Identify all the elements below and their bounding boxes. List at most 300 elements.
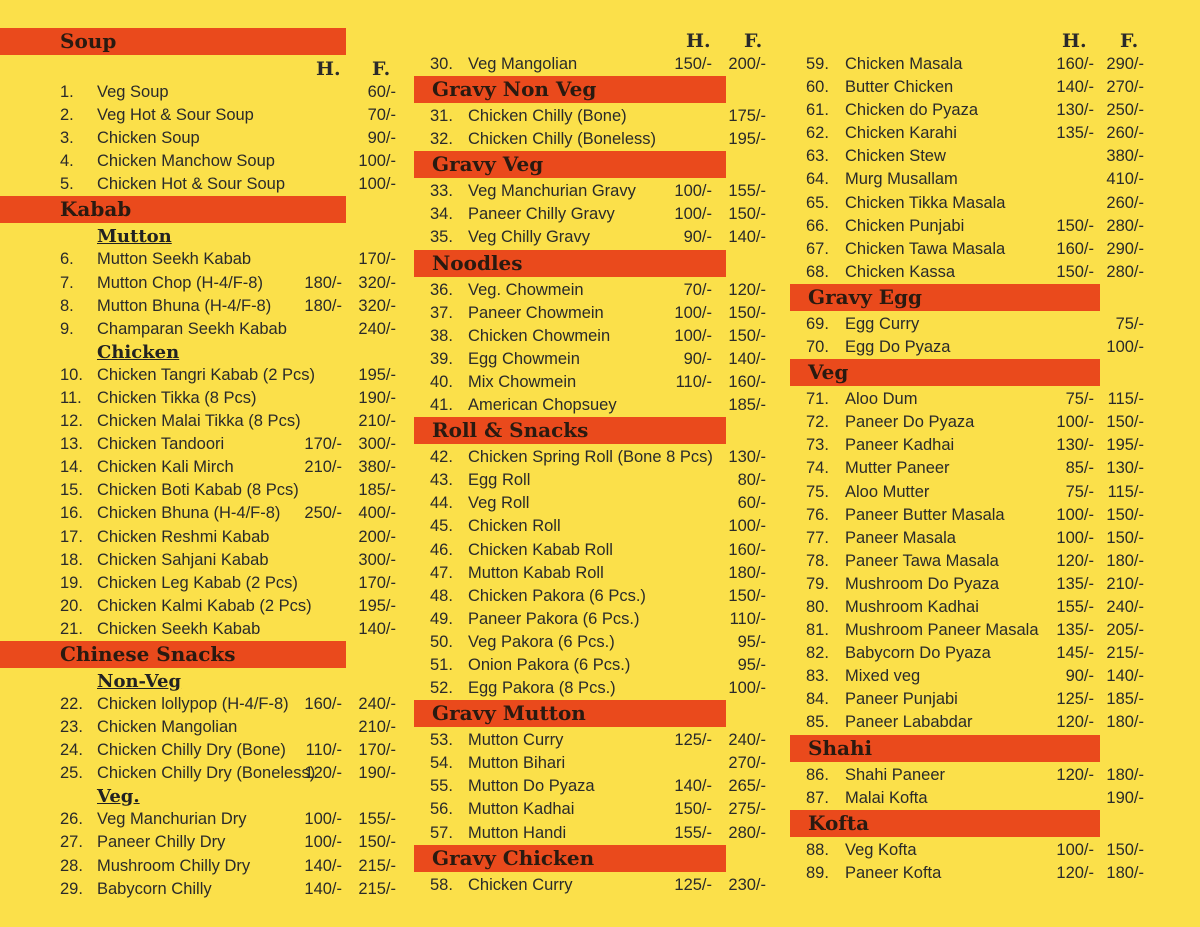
item-number: 46.	[430, 540, 453, 559]
half-price: 120/-	[1056, 863, 1094, 882]
menu-item-row	[790, 596, 1150, 619]
item-number: 27.	[60, 833, 83, 852]
item-name: Veg Hot & Sour Soup	[97, 106, 254, 125]
item-number: 86.	[806, 765, 829, 784]
item-name: Paneer Chilly Dry	[97, 833, 226, 852]
menu-item-row	[0, 572, 400, 595]
item-name: Egg Roll	[468, 471, 531, 490]
item-name: Chicken Roll	[468, 517, 561, 536]
menu-item-row	[414, 203, 774, 226]
menu-item-row	[790, 688, 1150, 711]
full-price: 380/-	[358, 458, 396, 477]
half-price: 100/-	[304, 833, 342, 852]
item-name: Chicken Sahjani Kabab	[97, 550, 269, 569]
menu-section	[414, 700, 774, 844]
item-name: Chicken Mangolian	[97, 718, 238, 737]
item-number: 75.	[806, 482, 829, 501]
menu-item-row	[790, 434, 1150, 457]
section-header: Kabab	[0, 196, 346, 223]
full-price: 180/-	[1106, 713, 1144, 732]
full-price: 95/-	[737, 632, 766, 651]
item-name: Aloo Mutter	[845, 482, 930, 501]
half-price: 90/-	[1065, 667, 1094, 686]
half-price: 90/-	[683, 349, 712, 368]
menu-item-row	[0, 433, 400, 456]
full-price: 185/-	[358, 481, 396, 500]
item-name: Veg Mangolian	[468, 55, 578, 73]
menu-item-row	[414, 302, 774, 325]
menu-item-row	[790, 145, 1150, 168]
menu-item-row	[0, 272, 400, 295]
menu-item-row	[790, 764, 1150, 787]
item-name: Butter Chicken	[845, 78, 954, 97]
full-price: 290/-	[1106, 239, 1144, 258]
item-number: 76.	[806, 505, 829, 524]
subsection-heading: Chicken	[97, 341, 180, 363]
menu-item-row	[414, 128, 774, 151]
menu-item-row	[0, 456, 400, 479]
item-name: Chicken Reshmi Kabab	[97, 527, 270, 546]
menu-item-row	[0, 295, 400, 318]
half-price: 210/-	[304, 458, 342, 477]
item-name: Mixed veg	[845, 667, 921, 686]
item-name: Paneer Kadhai	[845, 436, 955, 455]
item-number: 32.	[430, 130, 453, 149]
full-price: 195/-	[1106, 436, 1144, 455]
full-price: 130/-	[728, 448, 766, 467]
item-name: Veg Chilly Gravy	[468, 228, 590, 247]
full-price: 170/-	[358, 741, 396, 760]
half-price: 170/-	[304, 435, 342, 454]
item-name: Chicken Karahi	[845, 124, 957, 143]
full-price: 140/-	[1106, 667, 1144, 686]
full-price: 140/-	[728, 349, 766, 368]
item-number: 78.	[806, 551, 829, 570]
item-number: 21.	[60, 619, 83, 638]
full-price: 60/-	[367, 83, 396, 101]
item-name: Mushroom Paneer Masala	[845, 621, 1039, 640]
menu-item-row	[790, 388, 1150, 411]
menu-section	[0, 28, 400, 196]
half-price: 110/-	[305, 741, 342, 760]
menu-item-row	[414, 631, 774, 654]
item-number: 11.	[60, 388, 82, 407]
half-price: 70/-	[683, 280, 712, 299]
menu-item-row	[0, 364, 400, 387]
full-price: 400/-	[358, 504, 396, 523]
half-price: 150/-	[1056, 262, 1094, 281]
full-price: 240/-	[358, 319, 396, 338]
menu-section	[414, 29, 774, 76]
item-name: Chicken Malai Tikka (8 Pcs)	[97, 412, 301, 431]
item-name: Chicken do Pyaza	[845, 101, 978, 120]
half-price: 160/-	[1056, 55, 1094, 73]
item-number: 83.	[806, 667, 829, 686]
item-name: Paneer Pakora (6 Pcs.)	[468, 609, 640, 628]
full-price: 120/-	[728, 280, 766, 299]
menu-item-row	[0, 81, 400, 104]
menu-section	[0, 341, 400, 641]
item-name: Mutton Handi	[468, 823, 567, 842]
menu-item-row	[790, 53, 1150, 76]
half-price: 155/-	[1056, 597, 1094, 616]
item-number: 8.	[60, 296, 74, 315]
section-header: Gravy Egg	[790, 284, 1100, 311]
item-number: 31.	[430, 107, 453, 126]
menu-item-row	[790, 215, 1150, 238]
menu-item-row	[414, 539, 774, 562]
item-number: 53.	[430, 731, 453, 750]
item-number: 6.	[60, 250, 74, 269]
full-price: 195/-	[358, 596, 396, 615]
item-number: 3.	[60, 129, 74, 148]
menu-section	[790, 29, 1150, 284]
item-number: 60.	[806, 78, 829, 97]
item-number: 18.	[60, 550, 83, 569]
item-name: Mutton Kabab Roll	[468, 563, 604, 582]
item-number: 58.	[430, 875, 453, 894]
menu-item-row	[790, 839, 1150, 862]
item-number: 67.	[806, 239, 829, 258]
item-number: 54.	[430, 754, 453, 773]
half-price-heading: H.	[686, 30, 711, 52]
item-name: Chicken Chilly (Bone)	[468, 107, 627, 126]
menu-column-1	[0, 28, 400, 901]
half-price: 125/-	[674, 731, 712, 750]
menu-item-row	[790, 665, 1150, 688]
item-number: 37.	[430, 303, 453, 322]
half-price: 110/-	[675, 372, 712, 391]
item-number: 9.	[60, 319, 74, 338]
full-price: 205/-	[1106, 621, 1144, 640]
subsection-heading: Veg.	[97, 786, 140, 808]
item-name: Chicken Punjabi	[845, 216, 965, 235]
item-number: 55.	[430, 777, 453, 796]
item-name: Chicken Tikka (8 Pcs)	[97, 388, 257, 407]
item-name: Egg Do Pyaza	[845, 338, 951, 357]
menu-item-row	[790, 122, 1150, 145]
item-name: Chicken Stew	[845, 147, 946, 166]
item-number: 69.	[806, 314, 829, 333]
item-name: Paneer Chowmein	[468, 303, 604, 322]
menu-section	[414, 417, 774, 700]
item-name: Paneer Tawa Masala	[845, 551, 999, 570]
full-price: 100/-	[728, 679, 766, 698]
full-price: 170/-	[358, 573, 396, 592]
half-price: 120/-	[304, 764, 342, 783]
menu-item-row	[0, 693, 400, 716]
item-number: 85.	[806, 713, 829, 732]
half-price: 130/-	[1056, 101, 1094, 120]
item-name: Babycorn Chilly	[97, 879, 212, 898]
item-name: Chicken Chilly Dry (Boneless)	[97, 764, 316, 783]
item-number: 61.	[806, 101, 829, 120]
full-price: 185/-	[728, 396, 766, 415]
half-price: 100/-	[1056, 528, 1094, 547]
item-number: 38.	[430, 326, 453, 345]
half-price: 125/-	[674, 875, 712, 894]
item-number: 71.	[806, 390, 829, 409]
item-name: Egg Chowmein	[468, 349, 580, 368]
item-number: 10.	[60, 365, 83, 384]
full-price: 200/-	[358, 527, 396, 546]
item-number: 40.	[430, 372, 453, 391]
item-number: 74.	[806, 459, 829, 478]
half-price: 135/-	[1056, 124, 1094, 143]
item-number: 56.	[430, 800, 453, 819]
item-number: 36.	[430, 280, 453, 299]
item-name: Chicken Curry	[468, 875, 573, 894]
subsection-heading: Non-Veg	[97, 670, 182, 692]
item-number: 72.	[806, 413, 829, 432]
menu-column-3	[790, 29, 1150, 885]
full-price: 380/-	[1106, 147, 1144, 166]
menu-item-row	[790, 619, 1150, 642]
section-header: Shahi	[790, 735, 1100, 762]
menu-item-row	[0, 479, 400, 502]
full-price: 160/-	[728, 372, 766, 391]
item-number: 16.	[60, 504, 83, 523]
menu-item-row	[0, 150, 400, 173]
item-name: Chicken Manchow Soup	[97, 152, 275, 171]
full-price: 215/-	[358, 856, 396, 875]
item-number: 25.	[60, 764, 83, 783]
full-price: 265/-	[728, 777, 766, 796]
item-name: Paneer Lababdar	[845, 713, 973, 732]
full-price: 140/-	[728, 228, 766, 247]
item-number: 14.	[60, 458, 83, 477]
menu-item-row	[414, 562, 774, 585]
section-header: Gravy Chicken	[414, 845, 726, 872]
item-number: 26.	[60, 810, 83, 829]
full-price: 180/-	[728, 563, 766, 582]
item-number: 51.	[430, 655, 453, 674]
item-name: Murg Musallam	[845, 170, 958, 189]
menu-item-row	[414, 469, 774, 492]
half-price: 100/-	[674, 303, 712, 322]
item-name: Paneer Punjabi	[845, 690, 958, 709]
item-number: 59.	[806, 55, 829, 73]
item-name: Shahi Paneer	[845, 765, 945, 784]
full-price: 180/-	[1106, 765, 1144, 784]
item-number: 5.	[60, 175, 74, 194]
half-price-heading: H.	[1062, 30, 1087, 52]
item-number: 64.	[806, 170, 829, 189]
menu-item-row	[790, 168, 1150, 191]
item-number: 43.	[430, 471, 453, 490]
full-price: 190/-	[1106, 788, 1144, 807]
item-name: Paneer Kofta	[845, 863, 942, 882]
full-price: 190/-	[358, 764, 396, 783]
menu-column-2	[414, 29, 774, 897]
item-number: 50.	[430, 632, 453, 651]
menu-item-row	[790, 711, 1150, 734]
half-price: 160/-	[1056, 239, 1094, 258]
half-price: 135/-	[1056, 621, 1094, 640]
full-price: 185/-	[1106, 690, 1144, 709]
menu-section	[0, 785, 400, 900]
menu-section	[414, 250, 774, 418]
full-price: 150/-	[1106, 505, 1144, 524]
section-header: Roll & Snacks	[414, 417, 726, 444]
full-price: 70/-	[367, 106, 396, 125]
item-number: 20.	[60, 596, 83, 615]
item-number: 77.	[806, 528, 829, 547]
full-price: 60/-	[737, 494, 766, 513]
full-price: 115/-	[1107, 390, 1144, 409]
half-price: 180/-	[304, 273, 342, 292]
item-name: Chicken Chowmein	[468, 326, 611, 345]
menu-item-row	[414, 371, 774, 394]
item-number: 49.	[430, 609, 453, 628]
menu-item-row	[0, 549, 400, 572]
menu-item-row	[790, 99, 1150, 122]
half-price: 140/-	[304, 856, 342, 875]
menu-item-row	[790, 550, 1150, 573]
section-header: Noodles	[414, 250, 726, 277]
full-price: 150/-	[728, 205, 766, 224]
menu-item-row	[414, 180, 774, 203]
item-name: Mutter Paneer	[845, 459, 950, 478]
menu-item-row	[0, 595, 400, 618]
item-number: 70.	[806, 338, 829, 357]
item-number: 48.	[430, 586, 453, 605]
half-price: 150/-	[674, 55, 712, 73]
half-price: 180/-	[304, 296, 342, 315]
full-price: 155/-	[358, 810, 396, 829]
menu-item-row	[0, 248, 400, 271]
menu-item-row	[414, 729, 774, 752]
full-price: 90/-	[367, 129, 396, 148]
item-name: Paneer Do Pyaza	[845, 413, 975, 432]
menu-item-row	[0, 526, 400, 549]
full-price: 110/-	[729, 609, 766, 628]
full-price: 95/-	[737, 655, 766, 674]
full-price: 100/-	[358, 175, 396, 194]
item-number: 17.	[60, 527, 83, 546]
item-name: Mutton Bhuna (H-4/F-8)	[97, 296, 272, 315]
item-name: Veg Manchurian Dry	[97, 810, 247, 829]
menu-item-row	[414, 585, 774, 608]
full-price: 150/-	[728, 586, 766, 605]
item-number: 29.	[60, 879, 83, 898]
half-price: 100/-	[1056, 413, 1094, 432]
item-name: Paneer Butter Masala	[845, 505, 1005, 524]
item-number: 63.	[806, 147, 829, 166]
half-price: 135/-	[1056, 574, 1094, 593]
half-price: 250/-	[304, 504, 342, 523]
item-name: Veg Kofta	[845, 840, 917, 859]
item-name: Chicken lollypop (H-4/F-8)	[97, 694, 289, 713]
menu-item-row	[790, 192, 1150, 215]
price-column-headings	[414, 29, 774, 53]
item-name: Chicken Tangri Kabab (2 Pcs)	[97, 365, 315, 384]
item-number: 81.	[806, 621, 829, 640]
item-name: Chicken Leg Kabab (2 Pcs)	[97, 573, 298, 592]
menu-item-row	[790, 76, 1150, 99]
menu-item-row	[0, 173, 400, 196]
half-price: 100/-	[674, 205, 712, 224]
full-price-heading: F.	[1120, 30, 1139, 52]
half-price: 140/-	[304, 879, 342, 898]
item-number: 47.	[430, 563, 453, 582]
menu-item-row	[790, 481, 1150, 504]
item-name: Egg Pakora (8 Pcs.)	[468, 679, 616, 698]
half-price-heading: H.	[316, 58, 341, 80]
full-price: 240/-	[728, 731, 766, 750]
item-name: Veg. Chowmein	[468, 280, 584, 299]
menu-item-row	[790, 504, 1150, 527]
menu-item-row	[414, 492, 774, 515]
item-name: Veg Roll	[468, 494, 530, 513]
full-price: 150/-	[358, 833, 396, 852]
full-price: 320/-	[358, 296, 396, 315]
half-price: 120/-	[1056, 551, 1094, 570]
half-price: 100/-	[1056, 840, 1094, 859]
item-number: 35.	[430, 228, 453, 247]
half-price: 130/-	[1056, 436, 1094, 455]
item-name: Chicken Kalmi Kabab (2 Pcs)	[97, 596, 312, 615]
half-price: 160/-	[304, 694, 342, 713]
item-number: 13.	[60, 435, 83, 454]
full-price: 130/-	[1106, 459, 1144, 478]
section-header: Gravy Mutton	[414, 700, 726, 727]
full-price: 250/-	[1106, 101, 1144, 120]
menu-item-row	[790, 238, 1150, 261]
full-price: 300/-	[358, 550, 396, 569]
item-name: Mutton Kadhai	[468, 800, 575, 819]
menu-item-row	[0, 831, 400, 854]
menu-item-row	[0, 878, 400, 901]
menu-item-row	[0, 716, 400, 739]
full-price: 150/-	[728, 326, 766, 345]
menu-item-row	[414, 446, 774, 469]
item-number: 19.	[60, 573, 83, 592]
full-price: 410/-	[1106, 170, 1144, 189]
full-price: 150/-	[1106, 413, 1144, 432]
full-price: 115/-	[1107, 482, 1144, 501]
full-price: 230/-	[728, 875, 766, 894]
menu-item-row	[790, 642, 1150, 665]
full-price: 75/-	[1115, 314, 1144, 333]
menu-item-row	[0, 739, 400, 762]
menu-section	[414, 151, 774, 249]
item-number: 34.	[430, 205, 453, 224]
item-name: Chicken Masala	[845, 55, 963, 73]
menu-item-row	[0, 762, 400, 785]
menu-item-row	[414, 874, 774, 897]
item-name: Malai Kofta	[845, 788, 928, 807]
half-price: 125/-	[1056, 690, 1094, 709]
menu-item-row	[790, 787, 1150, 810]
item-name: Chicken Spring Roll (Bone 8 Pcs)	[468, 448, 713, 467]
full-price: 155/-	[728, 182, 766, 201]
full-price: 100/-	[1106, 338, 1144, 357]
menu-item-row	[0, 410, 400, 433]
half-price: 100/-	[304, 810, 342, 829]
item-name: Egg Curry	[845, 314, 920, 333]
menu-item-row	[790, 573, 1150, 596]
menu-section	[790, 810, 1150, 885]
item-name: Mutton Seekh Kabab	[97, 250, 252, 269]
item-number: 57.	[430, 823, 453, 842]
full-price: 260/-	[1106, 193, 1144, 212]
half-price: 150/-	[674, 800, 712, 819]
item-name: Chicken Kali Mirch	[97, 458, 234, 477]
price-column-headings	[790, 29, 1150, 53]
full-price: 190/-	[358, 388, 396, 407]
item-number: 62.	[806, 124, 829, 143]
